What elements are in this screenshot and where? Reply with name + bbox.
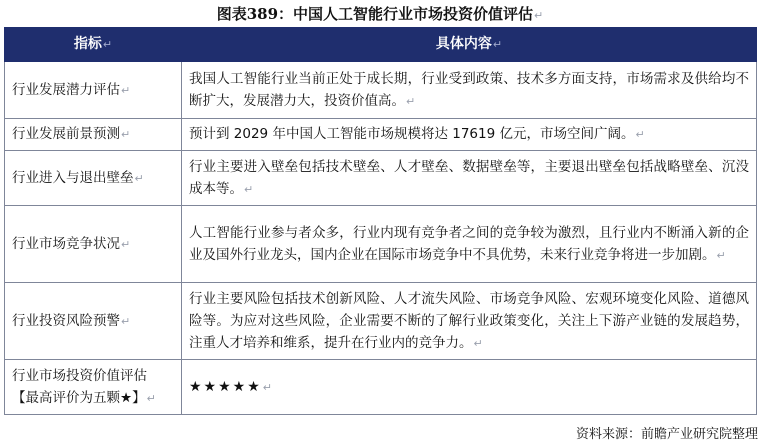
- paragraph-mark-icon: ↵: [635, 128, 645, 141]
- paragraph-mark-icon: ↵: [102, 38, 113, 51]
- table-row-rating: [5, 360, 757, 415]
- paragraph-mark-icon: ↵: [244, 182, 254, 196]
- paragraph-mark-icon: ↵: [492, 38, 503, 51]
- table-row: [5, 151, 757, 206]
- row-label: 行业市场竞争状况↵: [5, 206, 182, 283]
- rating-label: [5, 360, 182, 415]
- rating-content: [182, 360, 757, 415]
- table-row: [5, 119, 757, 151]
- paragraph-mark-icon: ↵: [534, 9, 544, 22]
- table-row: [5, 62, 757, 119]
- header-indicator: 指标↵: [5, 28, 182, 62]
- paragraph-mark-icon: ↵: [262, 380, 272, 394]
- row-content: 行业主要风险包括技术创新风险、人才流失风险、市场竞争风险、宏观环境变化风险、道德风险等。为应对这些风险，企业需要不断的了解行业政策变化，关注上下游产业链的发展趋势，注重人才培养和维系，提升在行业内的竞争力。↵: [182, 283, 757, 360]
- paragraph-mark-icon: ↵: [406, 94, 416, 108]
- row-content: 我国人工智能行业当前正处于成长期，行业受到政策、技术多方面支持，市场需求及供给均不断扩大，发展潜力大，投资价值高。↵: [182, 62, 757, 119]
- rating-label-line2: 【最高评价为五颗★】: [12, 389, 146, 406]
- rating-label-line1: 行业市场投资价值评估: [12, 367, 147, 384]
- paragraph-mark-icon: ↵: [146, 391, 156, 405]
- table-row: [5, 283, 757, 360]
- investment-value-table: [4, 27, 757, 415]
- table-title: 图表389：中国人工智能行业市场投资价值评估↵: [216, 5, 544, 23]
- row-label: 行业发展前景预测↵: [5, 119, 182, 151]
- paragraph-mark-icon: ↵: [121, 237, 131, 251]
- row-content: 人工智能行业参与者众多，行业内现有竞争者之间的竞争较为激烈，且行业内不断涌入新的企业及国外行业龙头，国内企业在国际市场竞争中不具优势，未来行业竞争将进一步加剧。↵: [182, 206, 757, 283]
- row-label: 行业发展潜力评估↵: [5, 62, 182, 119]
- table-header-row: [5, 28, 757, 62]
- source-note: 资料来源：前瞻产业研究院整理: [575, 427, 758, 442]
- star-rating: ★★★★★: [189, 378, 262, 395]
- paragraph-mark-icon: ↵: [121, 83, 131, 97]
- paragraph-mark-icon: ↵: [716, 248, 726, 262]
- row-label: 行业投资风险预警↵: [5, 283, 182, 360]
- header-details: 具体内容↵: [182, 28, 757, 62]
- paragraph-mark-icon: ↵: [121, 314, 131, 328]
- paragraph-mark-icon: ↵: [134, 171, 144, 185]
- paragraph-mark-icon: ↵: [121, 128, 131, 141]
- row-label: 行业进入与退出壁垒↵: [5, 151, 182, 206]
- paragraph-mark-icon: ↵: [473, 336, 483, 350]
- row-content: 行业主要进入壁垒包括技术壁垒、人才壁垒、数据壁垒等，主要退出壁垒包括战略壁垒、沉没成本等。↵: [182, 151, 757, 206]
- table-row: [5, 206, 757, 283]
- row-content: 预计到 2029 年中国人工智能市场规模将达 17619 亿元，市场空间广阔。↵: [182, 119, 757, 151]
